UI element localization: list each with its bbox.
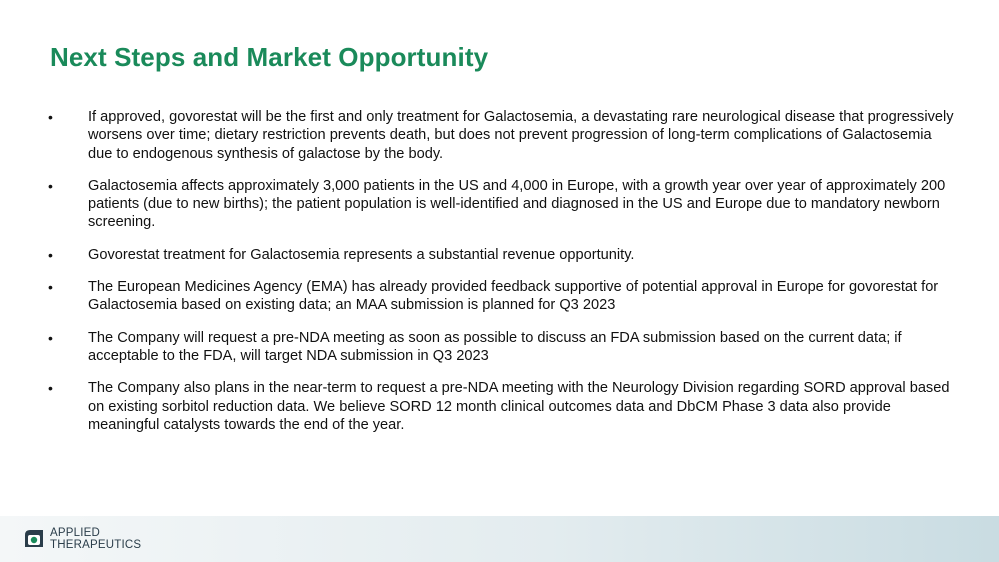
bullet-text: Govorestat treatment for Galactosemia represents a substantial revenue opportunity. [88, 246, 635, 263]
bullet-marker: • [48, 246, 53, 263]
bullet-item [48, 177, 956, 232]
company-logo [22, 527, 141, 551]
company-logo-wordmark [50, 527, 141, 551]
bullet-text: The European Medicines Agency (EMA) has already provided feedback supportive of potential approval in Europe for govorestat for Galactosemia based on existing data; an MAA submission is planned for Q3 2023 [88, 279, 939, 314]
logo-line-1: APPLIED [50, 527, 100, 539]
bullet-item [48, 329, 956, 366]
bullet-marker: • [48, 380, 53, 397]
bullet-marker: • [48, 177, 53, 194]
bullet-item [48, 278, 956, 315]
bullet-item [48, 379, 956, 434]
bullet-marker: • [48, 279, 53, 296]
company-logo-icon [22, 527, 46, 551]
bullet-item [48, 246, 956, 264]
bullet-list [48, 108, 956, 448]
slide-title: Next Steps and Market Opportunity [50, 42, 489, 72]
bullet-marker: • [48, 109, 53, 125]
bullet-text: Galactosemia affects approximately 3,000 patients in the US and 4,000 in Europe, with a growth year over year of approximately 200 patients (due to new births); the patient population is well-identified and diagnosed in the US and Europe due to mandatory newborn screening. [88, 177, 946, 231]
logo-line-2: THERAPEUTICS [50, 539, 142, 551]
bullet-text: The Company will request a pre-NDA meeting as soon as possible to discuss an FDA submission based on the current data; if acceptable to the FDA, will target NDA submission in Q3 2023 [88, 329, 902, 364]
bullet-marker: • [48, 329, 53, 346]
bullet-text: The Company also plans in the near-term to request a pre-NDA meeting with the Neurology Division regarding SORD approval based on existing sorbitol reduction data. We believe SORD 12 month clinical outcomes data and DbCM Phase 3 data also provide meaningful catalysts towards the end of the year. [88, 380, 950, 433]
bullet-text: If approved, govorestat will be the first and only treatment for Galactosemia, a devastating rare neurological disease that progressively worsens over time; dietary restriction prevents death, but does not prevent progression of long-term complications of Galactosemia due to endogenous synthesis of galactose by the body. [88, 109, 954, 162]
bullet-item [48, 108, 956, 163]
footer-bar [0, 516, 999, 562]
